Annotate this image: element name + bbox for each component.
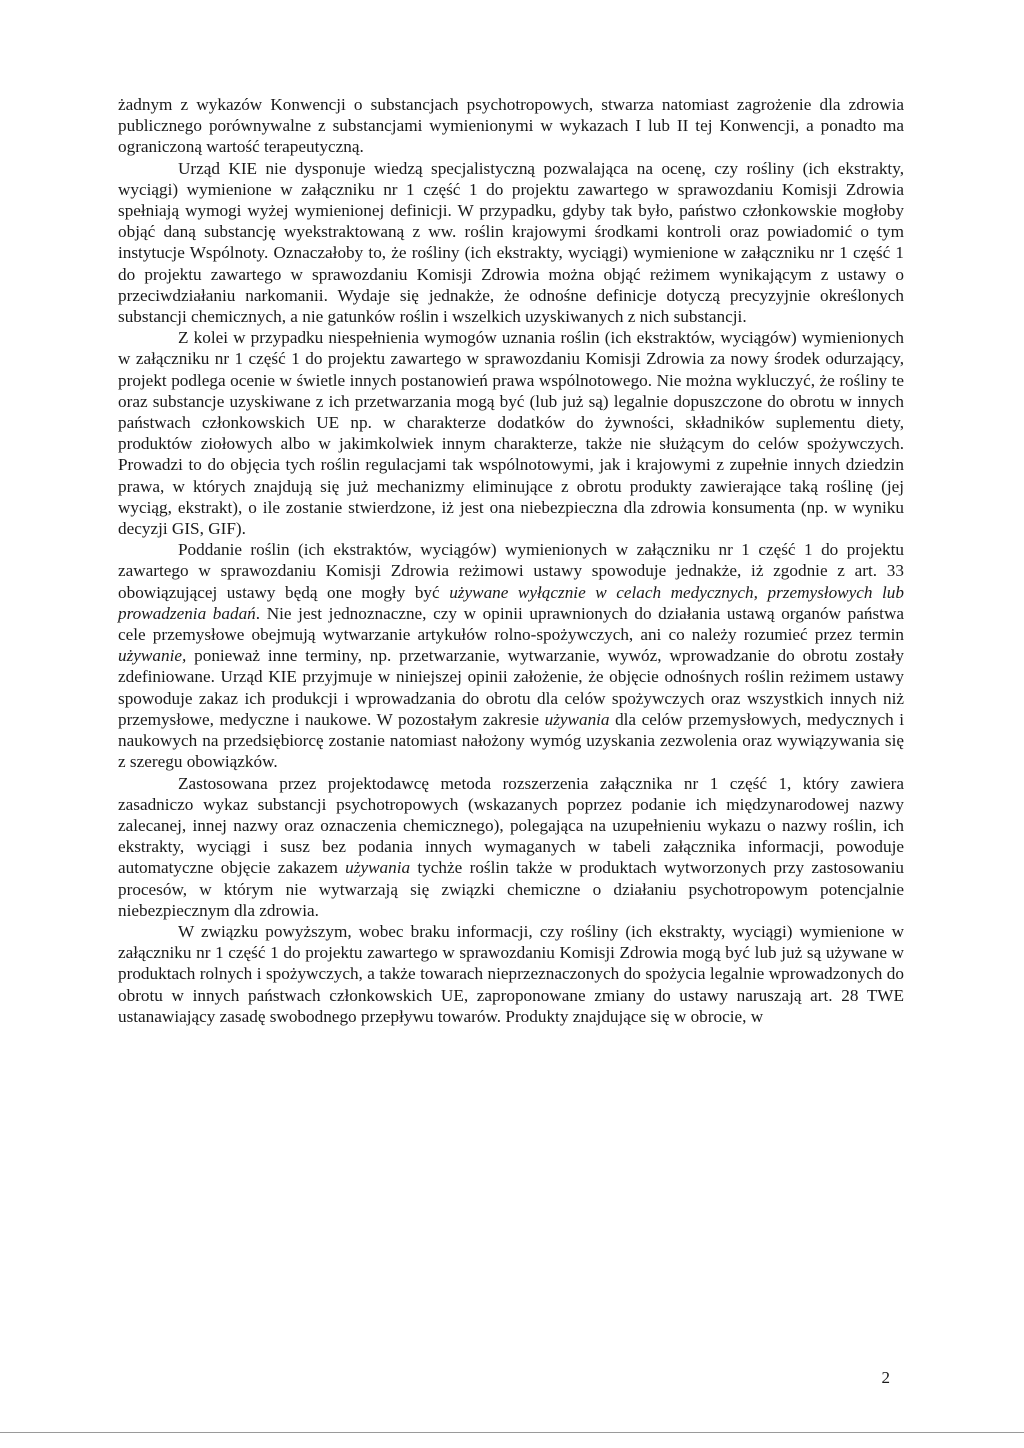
paragraph-text: Z kolei w przypadku niespełnienia wymogów uznania roślin (ich ekstraktów, wyciągów) wymienionych w załączniku nr 1 część 1 do projektu zawartego w sprawozdaniu Komisji Zdrowia za nowy środek odurzający, projekt podlega ocenie w świetle innych postanowień prawa wspólnotowego. Nie można wykluczyć, że rośliny te oraz substancje uzyskiwane z ich przetwarzania mogą być (lub już są) legalnie dopuszczone do obrotu w innych państwach członkowskich UE np. w charakterze dodatków do żywności, składników suplementu diety, produktów ziołowych albo w jakimkolwiek innym charakterze, także nie służącym do celów spożywczych. Prowadzi to do objęcia tych roślin regulacjami tak wspólnotowymi, jak i krajowymi z zupełnie innych dziedzin prawa, w których znajdują się już mechanizmy eliminujące z obrotu produkty zawierające taką roślinę (jej wyciąg, ekstrakt), o ile zostanie stwierdzone, iż jest ona niebezpieczna dla zdrowia konsumenta (np. w wyniku decyzji GIS, GIF). [118, 328, 904, 539]
paragraph-text: Zastosowana przez projektodawcę metoda rozszerzenia załącznika nr 1 część 1, który zawiera zasadniczo wykaz substancji psychotropowych (wskazanych poprzez podanie ich międzynarodowej nazwy zalecanej, innej nazwy oraz oznaczenia chemicznego), polegająca na uzupełnieniu wykazu o nazwy roślin, ich ekstrakty, wyciągi i susz bez podania innych wymaganych w tabeli załącznika informacji, powoduje automatyczne objęcie zakazem [118, 773, 904, 878]
page-number: 2 [881, 1368, 890, 1387]
paragraph-text: tychże roślin także w produktach wytworzonych przy zastosowaniu procesów, w którym nie wytwarzają się związki chemiczne o działaniu psychotropowym potencjalnie niebezpiecznym dla zdrowia. [118, 858, 904, 920]
paragraph [118, 539, 904, 772]
paragraph [118, 773, 904, 921]
italic-text: używania [544, 709, 610, 729]
italic-text: używanie, [118, 646, 187, 666]
italic-text: używane wyłącznie w celach medycznych, przemysłowych lub prowadzenia badań [118, 582, 904, 623]
paragraph-text: Urząd KIE nie dysponuje wiedzą specjalistyczną pozwalająca na ocenę, czy rośliny (ich ekstrakty, wyciągi) wymienione w załączniku nr 1 część 1 do projektu zawartego w sprawozdaniu Komisji Zdrowia spełniają wymogi wyżej wymienionej definicji. W przypadku, gdyby tak było, państwo członkowskie mogłoby objąć daną substancję wyekstraktowaną z ww. roślin krajowymi środkami kontroli oraz powiadomić o tym instytucje Wspólnoty. Oznaczałoby to, że rośliny (ich ekstrakty, wyciągi) wymienione w załączniku nr 1 część 1 do projektu zawartego w sprawozdaniu Komisji Zdrowia można objąć reżimem wynikającym z ustawy o przeciwdziałaniu narkomanii. Wydaje się jednakże, że odnośne definicje dotyczą precyzyjnie określonych substancji chemicznych, a nie gatunków roślin i wszelkich uzyskiwanych z nich substancji. [118, 158, 904, 327]
italic-text: używania [345, 858, 411, 878]
paragraph-text: żadnym z wykazów Konwencji o substancjach psychotropowych, stwarza natomiast zagrożenie dla zdrowia publicznego porównywalne z substancjami wymienionymi w wykazach I lub II tej Konwencji, a ponadto ma ograniczoną wartość terapeutyczną. [118, 95, 904, 157]
paragraph [118, 327, 904, 539]
paragraph [118, 158, 904, 328]
paragraph [118, 94, 904, 158]
scan-edge-line [0, 1432, 1024, 1433]
paragraph-text: dla celów przemysłowych, medycznych i naukowych na przedsiębiorcę zostanie natomiast nałożony wymóg uzyskania zezwolenia oraz wywiązywania się z szeregu obowiązków. [118, 709, 904, 772]
paragraph-text: . Nie jest jednoznaczne, czy w opinii uprawnionych do działania ustawą organów państwa cele przemysłowe obejmują wytwarzanie artykułów rolno-spożywczych, ani co należy rozumieć przez termin [118, 603, 904, 645]
paragraph-text: ponieważ inne terminy, np. przetwarzanie, wytwarzanie, wywóz, wprowadzanie do obrotu zostały zdefiniowane. Urząd KIE przyjmuje w niniejszej opinii założenie, że objęcie odnośnych roślin reżimem ustawy spowoduje zakaz ich produkcji i wprowadzania do obrotu dla celów spożywczych oraz wszystkich innych niż przemysłowe, medyczne i naukowe. W pozostałym zakresie [118, 646, 904, 729]
body-text [118, 94, 904, 1027]
paragraph-text: W związku powyższym, wobec braku informacji, czy rośliny (ich ekstrakty, wyciągi) wymienione w załączniku nr 1 część 1 do projektu zawartego w sprawozdaniu Komisji Zdrowia mogą być lub już są używane w produktach rolnych i spożywczych, a także towarach nieprzeznaczonych do spożycia legalnie wprowadzonych do obrotu w innych państwach członkowskich UE, zaproponowane zmiany do ustawy naruszają art. 28 TWE ustanawiający zasadę swobodnego przepływu towarów. Produkty znajdujące się w obrocie, w [118, 921, 904, 1026]
paragraph [118, 921, 904, 1027]
paragraph-text: Poddanie roślin (ich ekstraktów, wyciągów) wymienionych w załączniku nr 1 część 1 do projektu zawartego w sprawozdaniu Komisji Zdrowia reżimowi ustawy spowoduje jednakże, iż zgodnie z art. 33 obowiązującej ustawy będą one mogły być [118, 540, 904, 602]
